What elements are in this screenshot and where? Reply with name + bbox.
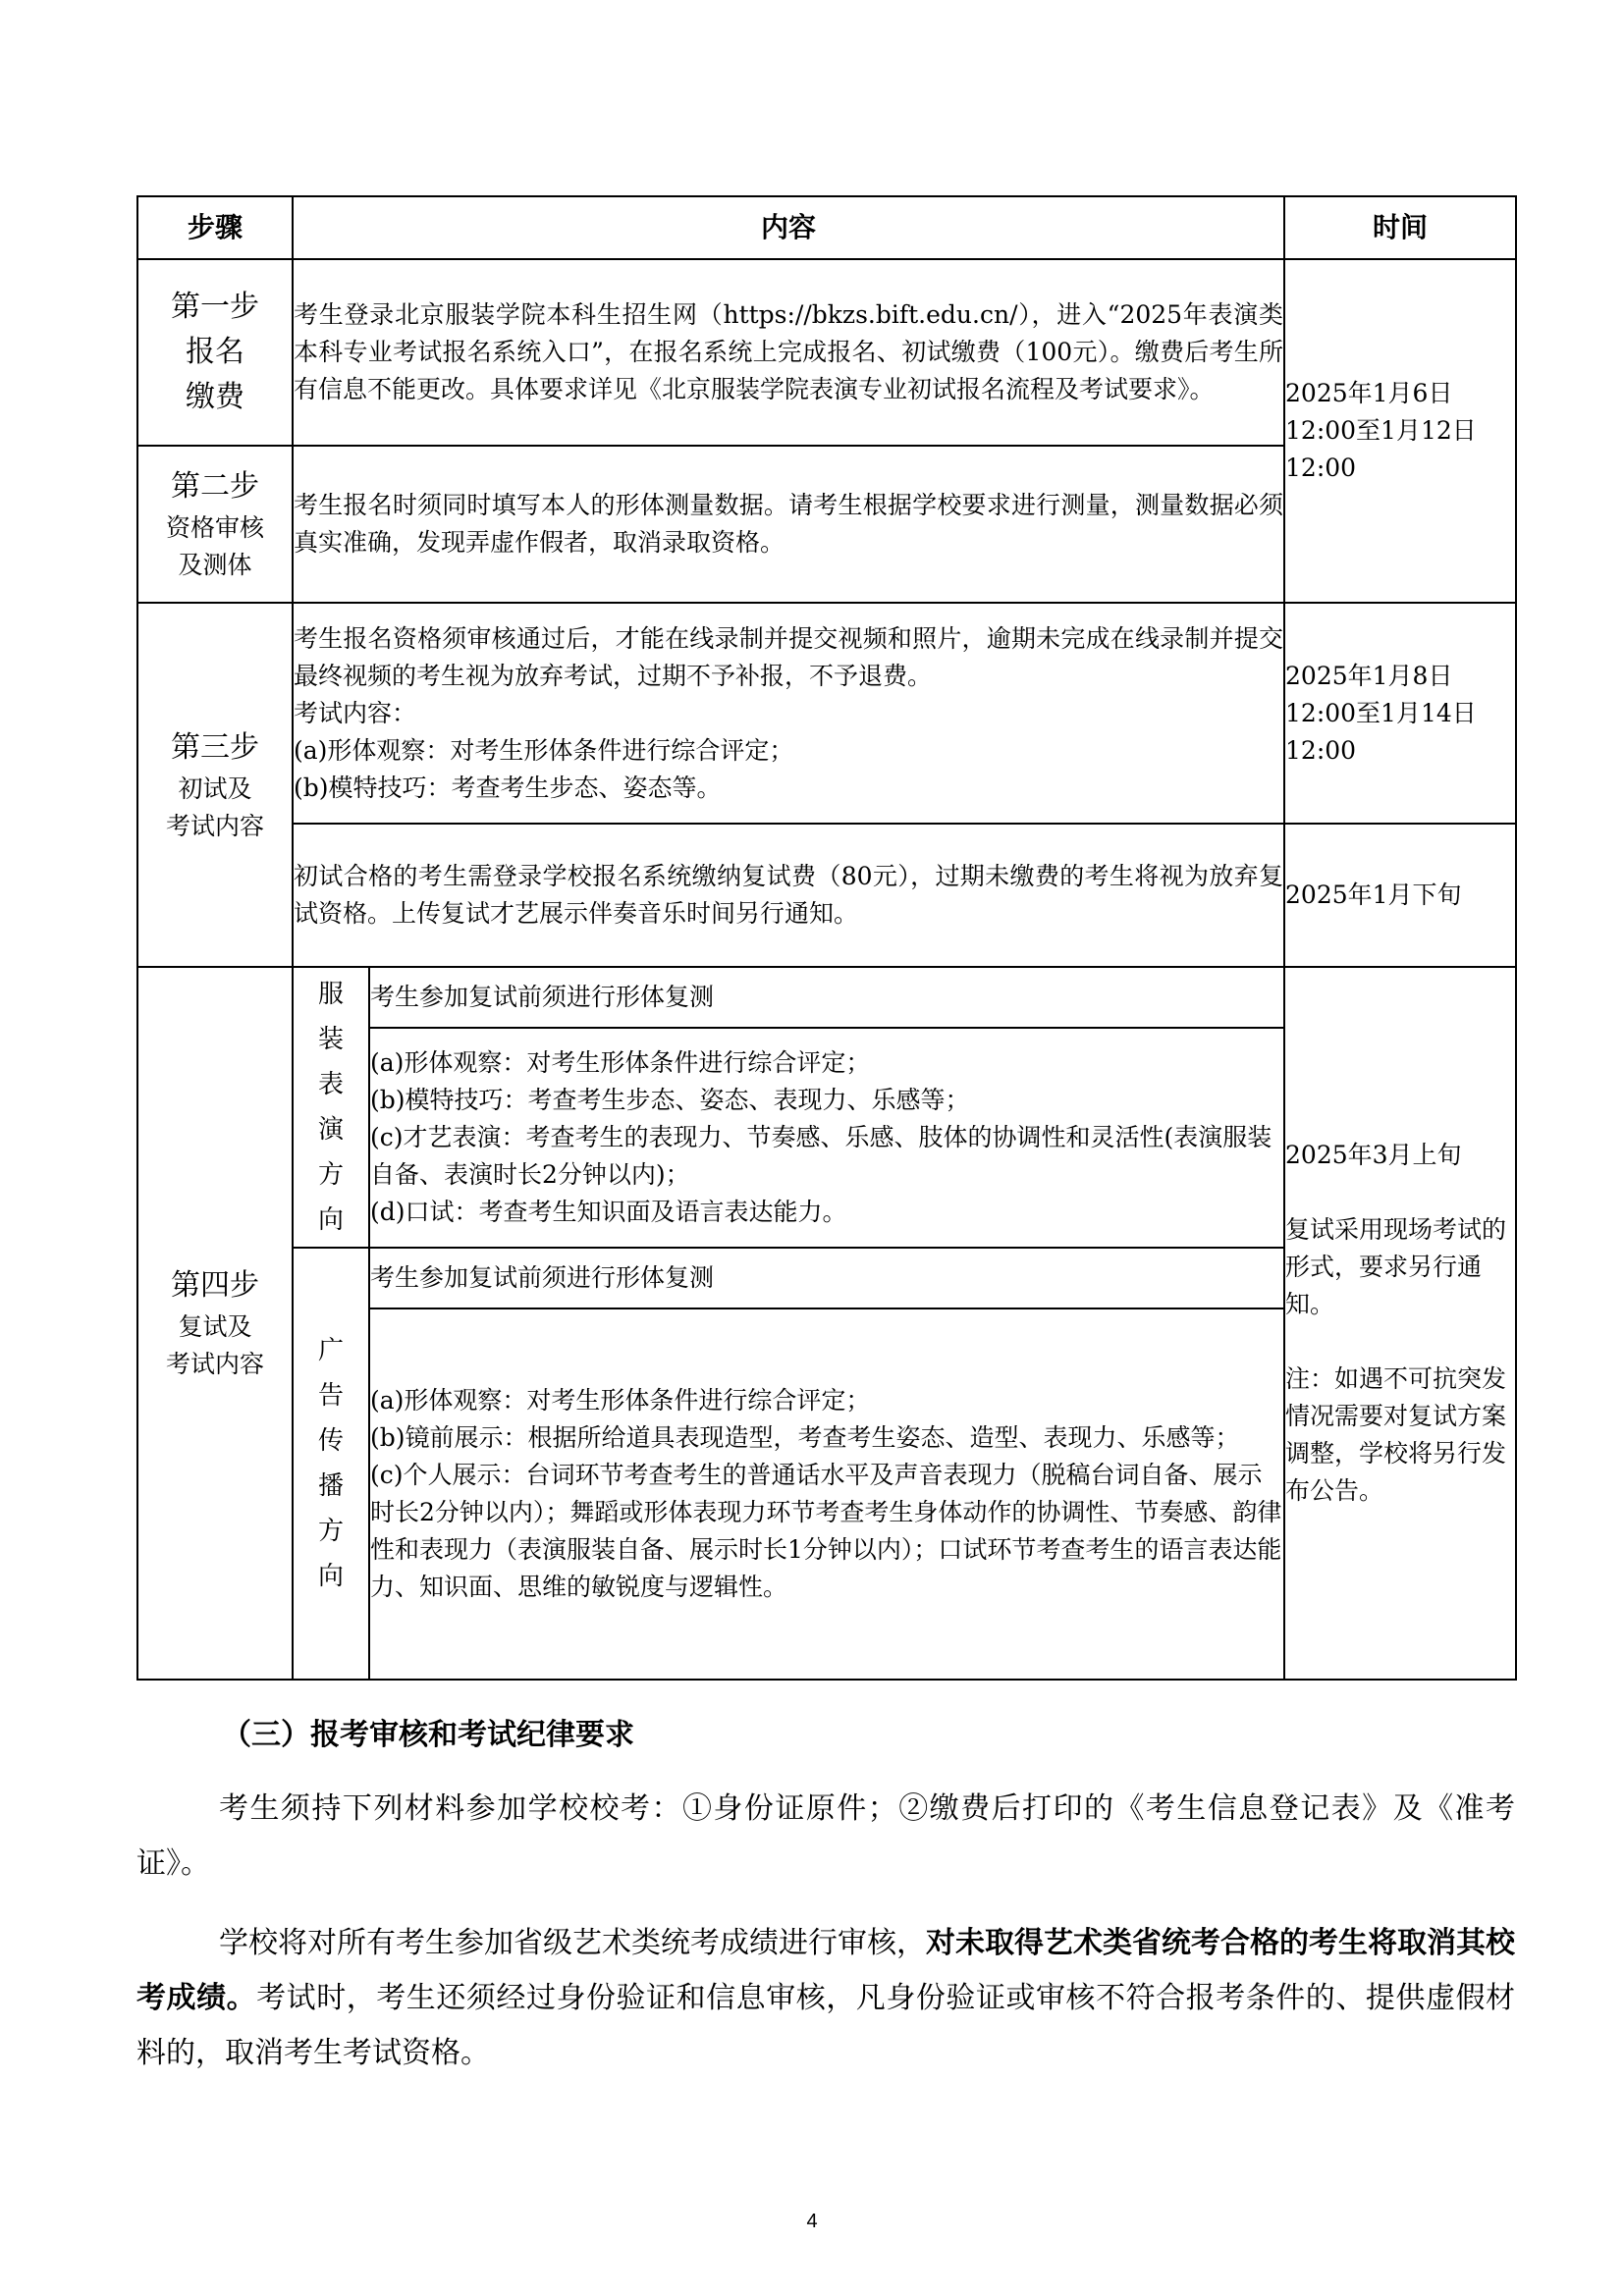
section-title: （三）报考审核和考试纪律要求	[222, 1718, 634, 1752]
dir1-label: 服 装 表 演 方 向	[293, 967, 369, 1248]
step3-content: 考生报名资格须审核通过后，才能在线录制并提交视频和照片，逾期未完成在线录制并提交最终视频的考生视为放弃考试，过期不予补报，不予退费。 考试内容： (a)形体观察：对考生形体条件进行综合评定； (b)模特技巧：考查考生步态、姿态等。	[293, 603, 1284, 824]
exam-steps-table	[136, 195, 1517, 1681]
step4-time: 2025年3月上旬 复试采用现场考试的形式，要求另行通知。 注：如遇不可抗突发情况需要对复试方案调整，学校将另行发布公告。	[1284, 967, 1516, 1680]
step1-content: 考生登录北京服装学院本科生招生网（https://bkzs.bift.edu.cn/），进入“2025年表演类本科专业考试报名系统入口”，在报名系统上完成报名、初试缴费（100元）。缴费后考生所有信息不能更改。具体要求详见《北京服装学院表演专业初试报名流程及考试要求》。	[293, 259, 1284, 446]
dir2-body: (a)形体观察：对考生形体条件进行综合评定； (b)镜前展示：根据所给道具表现造型，考查考生姿态、造型、表现力、乐感等； (c)个人展示：台词环节考查考生的普通话水平及声音表现力（脱稿台词自备、展示时长2分钟以内）；舞蹈或形体表现力环节考查考生身体动作的协调性、节奏感、韵律性和表现力（表演服装自备、展示时长1分钟以内）；口试环节考查考生的语言表达能力、知识面、思维的敏锐度与逻辑性。	[369, 1308, 1284, 1680]
table-row-step4-dir1-head	[137, 967, 1516, 1028]
step4-label: 第四步 复试及 考试内容	[137, 967, 293, 1680]
dir2-head: 考生参加复试前须进行形体复测	[369, 1248, 1284, 1308]
dir1-head: 考生参加复试前须进行形体复测	[369, 967, 1284, 1028]
step2-label: 第二步 资格审核 及测体	[137, 446, 293, 603]
dir2-label: 广 告 传 播 方 向	[293, 1248, 369, 1680]
header-step: 步骤	[137, 196, 293, 259]
table-row-step3a	[137, 603, 1516, 824]
table-row-step1	[137, 259, 1516, 446]
dir1-body: (a)形体观察：对考生形体条件进行综合评定； (b)模特技巧：考查考生步态、姿态、表现力、乐感等； (c)才艺表演：考查考生的表现力、节奏感、乐感、肢体的协调性和灵活性(表演服装自备、表演时长2分钟以内)； (d)口试：考查考生知识面及语言表达能力。	[369, 1028, 1284, 1248]
step3-label: 第三步 初试及 考试内容	[137, 603, 293, 967]
step3-content2: 初试合格的考生需登录学校报名系统缴纳复试费（80元），过期未缴费的考生将视为放弃复试资格。上传复试才艺展示伴奏音乐时间另行通知。	[293, 824, 1284, 967]
paragraph-materials: 考生须持下列材料参加学校校考：①身份证原件；②缴费后打印的《考生信息登记表》及《准考证》。	[136, 1791, 1515, 1881]
page-number: 4	[806, 2211, 818, 2232]
step3-time: 2025年1月8日12:00至1月14日12:00	[1284, 603, 1516, 824]
paragraph-review-bold: 对未取得艺术类省统考合格的考生将取消其校考成绩。	[136, 1926, 1515, 2015]
step1-label: 第一步 报名 缴费	[137, 259, 293, 446]
table-row-step3b	[137, 824, 1516, 967]
table-header-row	[137, 196, 1516, 259]
header-content: 内容	[293, 196, 1284, 259]
step3-time2: 2025年1月下旬	[1284, 824, 1516, 967]
step2-content: 考生报名时须同时填写本人的形体测量数据。请考生根据学校要求进行测量，测量数据必须真实准确，发现弄虚作假者，取消录取资格。	[293, 446, 1284, 603]
header-time: 时间	[1284, 196, 1516, 259]
paragraph-review: 学校将对所有考生参加省级艺术类统考成绩进行审核，对未取得艺术类省统考合格的考生将取消其校考成绩。考试时，考生还须经过身份验证和信息审核，凡身份验证或审核不符合报考条件的、提供虚假材料的，取消考生考试资格。	[136, 1926, 1516, 2070]
step1-2-time: 2025年1月6日12:00至1月12日12:00	[1284, 259, 1516, 603]
